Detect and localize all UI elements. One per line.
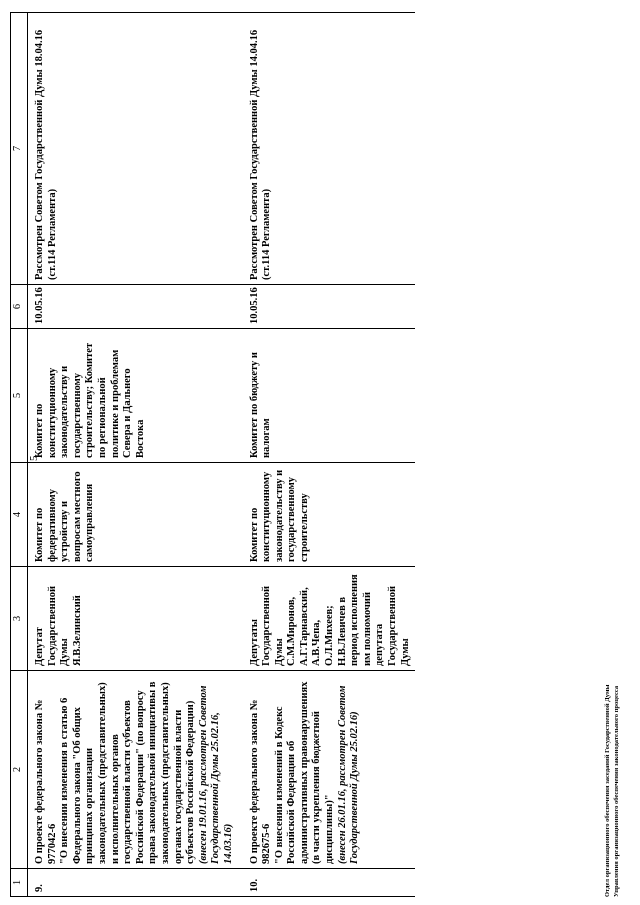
bills-table (10, 12, 415, 897)
column-number: 2 (11, 671, 28, 869)
bill-author: Депутаты Государственной Думы С.М.Миронов, А.Г.Тарнавский, А.В.Чепа, О.Л.Михеев; Н.В.Левичев в период исполнения им полномочий депутата Государственной Думы (239, 567, 416, 671)
row-number: 10. (239, 869, 416, 897)
bill-title: О проекте федерального закона № 977042-6 (34, 699, 58, 864)
bill-status: Рассмотрен Советом Государственной Думы 14.04.16 (ст.114 Регламента) (239, 13, 416, 285)
co-committees: Комитет по конституционному законодательству и государственному строительству; Комитет по региональной политике и проблемам Севера и Дальнего Востока (28, 329, 239, 463)
footer-line: Управления организационного обеспечения законодательного процесса (612, 685, 620, 897)
review-date: 10.05.16 (239, 285, 416, 329)
bill-description (239, 671, 416, 869)
row-number: 9. (28, 869, 239, 897)
table-row (239, 13, 416, 897)
table-row (28, 13, 239, 897)
bill-note: (внесен 19.01.16, рассмотрен Советом Государственной Думы 25.02.16, 14.03.16) (197, 685, 234, 864)
bill-status: Рассмотрен Советом Государственной Думы 18.04.16 (ст.114 Регламента) (28, 13, 239, 285)
bill-note: (внесен 26.01.16, рассмотрен Советом Государственной Думы 25.02.16) (336, 685, 361, 864)
lead-committee: Комитет по федеративному устройству и вопросам местного самоуправления (28, 463, 239, 567)
bill-description (28, 671, 239, 869)
lead-committee: Комитет по конституционному законодательству и государственному строительству (239, 463, 416, 567)
bill-text: "О внесении изменения в статью 6 Федерального закона "Об общих принципах организации законодательных (представительных) и исполнительных органов государственной власти субъектов Российской Федерации" (по вопросу права законодательной инициативы в законодательных (представительных) органах государственной власти субъектов Российской Федерации) (59, 681, 197, 864)
bill-text: "О внесении изменений в Кодекс Российской Федерации об административных правонарушениях (в части укрепления бюджетной дисциплины)" (273, 681, 336, 864)
bill-title: О проекте федерального закона № 982675-6 (248, 699, 273, 864)
column-number: 3 (11, 567, 28, 671)
review-date: 10.05.16 (28, 285, 239, 329)
column-number: 7 (11, 13, 28, 285)
page-number: 5 (28, 455, 40, 461)
column-number-row (11, 13, 28, 897)
column-number: 4 (11, 463, 28, 567)
bill-author: Депутат Государственной Думы Я.В.Зелинский (28, 567, 239, 671)
column-number: 5 (11, 329, 28, 463)
column-number: 1 (11, 869, 28, 897)
column-number: 6 (11, 285, 28, 329)
footer (604, 685, 621, 897)
footer-line: Отдел организационного обеспечения заседаний Государственной Думы (604, 684, 611, 897)
co-committees: Комитет по бюджету и налогам (239, 329, 416, 463)
